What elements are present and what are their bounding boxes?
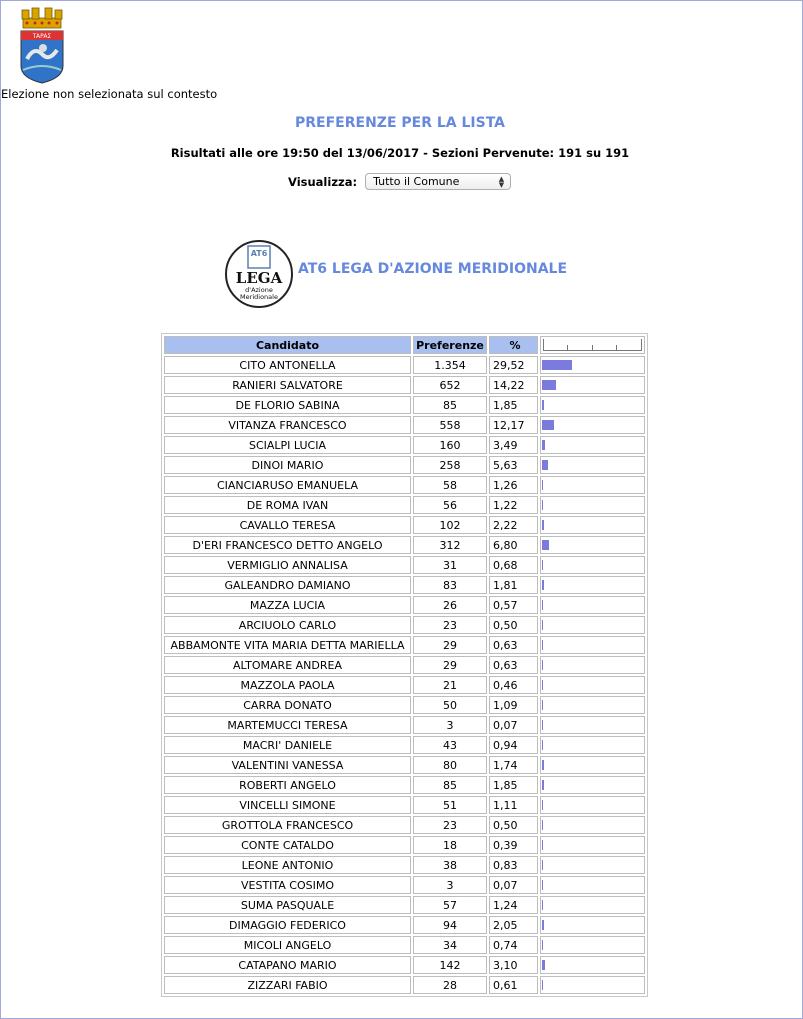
preference-percent: 0,39	[489, 836, 538, 854]
preference-count: 258	[413, 456, 487, 474]
preference-count: 80	[413, 756, 487, 774]
table-row	[164, 476, 645, 494]
percent-bar-cell	[540, 656, 645, 674]
table-row	[164, 536, 645, 554]
percent-bar	[542, 560, 543, 570]
header-scale	[540, 336, 645, 354]
percent-bar-cell	[540, 436, 645, 454]
svg-text:TAPAΣ: TAPAΣ	[32, 33, 52, 40]
preference-count: 85	[413, 396, 487, 414]
percent-bar-cell	[540, 956, 645, 974]
candidate-name: CITO ANTONELLA	[164, 356, 411, 374]
percent-bar-cell	[540, 856, 645, 874]
preference-count: 43	[413, 736, 487, 754]
table-row	[164, 716, 645, 734]
table-row	[164, 936, 645, 954]
table-row	[164, 976, 645, 994]
candidate-name: ROBERTI ANGELO	[164, 776, 411, 794]
table-row	[164, 696, 645, 714]
percent-bar	[542, 760, 544, 770]
preference-percent: 1,11	[489, 796, 538, 814]
percent-bar	[542, 900, 543, 910]
preference-percent: 6,80	[489, 536, 538, 554]
percent-bar	[542, 920, 544, 930]
percent-bar-cell	[540, 896, 645, 914]
percent-bar-cell	[540, 396, 645, 414]
percent-bar-cell	[540, 776, 645, 794]
table-row	[164, 736, 645, 754]
candidate-name: VERMIGLIO ANNALISA	[164, 556, 411, 574]
table-row	[164, 856, 645, 874]
candidate-name: MAZZOLA PAOLA	[164, 676, 411, 694]
candidate-name: SUMA PASQUALE	[164, 896, 411, 914]
percent-bar	[542, 460, 548, 470]
percent-bar	[542, 360, 572, 370]
preference-percent: 1,26	[489, 476, 538, 494]
table-row	[164, 556, 645, 574]
preference-count: 58	[413, 476, 487, 494]
percent-bar	[542, 620, 543, 630]
logo-main-text: LEGA	[235, 269, 283, 287]
preference-count: 3	[413, 716, 487, 734]
candidate-name: VITANZA FRANCESCO	[164, 416, 411, 434]
preference-percent: 1,74	[489, 756, 538, 774]
preference-percent: 0,94	[489, 736, 538, 754]
candidate-name: DIMAGGIO FEDERICO	[164, 916, 411, 934]
candidate-name: LEONE ANTONIO	[164, 856, 411, 874]
percent-bar	[542, 660, 543, 670]
candidate-name: DE FLORIO SABINA	[164, 396, 411, 414]
candidate-name: DE ROMA IVAN	[164, 496, 411, 514]
preference-count: 56	[413, 496, 487, 514]
preference-percent: 0,50	[489, 616, 538, 634]
table-row	[164, 456, 645, 474]
logo-letters: AT6	[250, 249, 268, 258]
header-preferences: Preferenze	[413, 336, 487, 354]
view-selector-row	[288, 173, 511, 190]
table-row	[164, 876, 645, 894]
percent-bar-cell	[540, 516, 645, 534]
table-row	[164, 516, 645, 534]
percent-bar-cell	[540, 836, 645, 854]
candidate-name: CAVALLO TERESA	[164, 516, 411, 534]
percent-bar	[542, 800, 543, 810]
percent-bar-cell	[540, 416, 645, 434]
candidate-name: MARTEMUCCI TERESA	[164, 716, 411, 734]
percent-bar-cell	[540, 376, 645, 394]
table-row	[164, 616, 645, 634]
candidate-name: CATAPANO MARIO	[164, 956, 411, 974]
preference-count: 29	[413, 636, 487, 654]
preference-percent: 29,52	[489, 356, 538, 374]
percent-bar-cell	[540, 716, 645, 734]
percent-bar-cell	[540, 936, 645, 954]
preference-percent: 0,63	[489, 656, 538, 674]
preference-count: 29	[413, 656, 487, 674]
preference-count: 160	[413, 436, 487, 454]
party-logo-icon	[224, 239, 294, 309]
preference-count: 23	[413, 616, 487, 634]
candidate-name: ARCIUOLO CARLO	[164, 616, 411, 634]
candidate-name: CONTE CATALDO	[164, 836, 411, 854]
preference-percent: 0,61	[489, 976, 538, 994]
view-label: Visualizza:	[288, 174, 358, 189]
percent-bar	[542, 540, 549, 550]
preference-percent: 0,07	[489, 716, 538, 734]
scale-axis-icon	[543, 339, 642, 351]
table-row	[164, 796, 645, 814]
preference-count: 312	[413, 536, 487, 554]
city-crest-icon	[19, 4, 65, 84]
preference-percent: 0,46	[489, 676, 538, 694]
preference-count: 28	[413, 976, 487, 994]
percent-bar-cell	[540, 636, 645, 654]
percent-bar	[542, 820, 543, 830]
percent-bar-cell	[540, 476, 645, 494]
preference-count: 652	[413, 376, 487, 394]
party-name: AT6 LEGA D'AZIONE MERIDIONALE	[298, 261, 568, 277]
preference-percent: 1,85	[489, 776, 538, 794]
candidate-name: GROTTOLA FRANCESCO	[164, 816, 411, 834]
preference-percent: 0,50	[489, 816, 538, 834]
percent-bar	[542, 400, 544, 410]
candidate-name: MAZZA LUCIA	[164, 596, 411, 614]
percent-bar-cell	[540, 556, 645, 574]
percent-bar	[542, 440, 545, 450]
table-row	[164, 416, 645, 434]
table-row	[164, 776, 645, 794]
page-title: PREFERENZE PER LA LISTA	[295, 115, 505, 131]
table-row	[164, 356, 645, 374]
percent-bar	[542, 640, 543, 650]
preference-count: 85	[413, 776, 487, 794]
logo-sub-text-2: Meridionale	[240, 293, 278, 301]
candidate-name: CARRA DONATO	[164, 696, 411, 714]
percent-bar	[542, 700, 543, 710]
preference-percent: 0,83	[489, 856, 538, 874]
table-row	[164, 636, 645, 654]
percent-bar-cell	[540, 916, 645, 934]
percent-bar-cell	[540, 676, 645, 694]
percent-bar-cell	[540, 356, 645, 374]
percent-bar-cell	[540, 596, 645, 614]
preference-percent: 1,22	[489, 496, 538, 514]
percent-bar	[542, 960, 545, 970]
preference-count: 38	[413, 856, 487, 874]
percent-bar	[542, 880, 543, 890]
percent-bar	[542, 380, 556, 390]
candidate-name: VESTITA COSIMO	[164, 876, 411, 894]
percent-bar-cell	[540, 616, 645, 634]
percent-bar	[542, 480, 543, 490]
candidate-name: MICOLI ANGELO	[164, 936, 411, 954]
preference-count: 1.354	[413, 356, 487, 374]
preference-count: 50	[413, 696, 487, 714]
percent-bar	[542, 780, 544, 790]
context-notice: Elezione non selezionata sul contesto	[1, 87, 218, 101]
percent-bar	[542, 720, 543, 730]
preference-percent: 2,22	[489, 516, 538, 534]
table-row	[164, 436, 645, 454]
table-row	[164, 916, 645, 934]
preference-percent: 2,05	[489, 916, 538, 934]
table-row	[164, 816, 645, 834]
header-percent: %	[489, 336, 538, 354]
view-select-value: Tutto il Comune	[373, 175, 460, 188]
preference-count: 51	[413, 796, 487, 814]
preference-percent: 1,09	[489, 696, 538, 714]
preferences-table	[161, 333, 648, 997]
percent-bar-cell	[540, 576, 645, 594]
table-row	[164, 676, 645, 694]
preference-percent: 5,63	[489, 456, 538, 474]
percent-bar-cell	[540, 756, 645, 774]
percent-bar	[542, 600, 543, 610]
candidate-name: GALEANDRO DAMIANO	[164, 576, 411, 594]
percent-bar-cell	[540, 976, 645, 994]
candidate-name: ALTOMARE ANDREA	[164, 656, 411, 674]
candidate-name: DINOI MARIO	[164, 456, 411, 474]
percent-bar-cell	[540, 876, 645, 894]
table-row	[164, 496, 645, 514]
preference-percent: 0,07	[489, 876, 538, 894]
table-row	[164, 656, 645, 674]
percent-bar	[542, 980, 543, 990]
preference-percent: 3,10	[489, 956, 538, 974]
candidate-name: ZIZZARI FABIO	[164, 976, 411, 994]
header-candidate: Candidato	[164, 336, 411, 354]
candidate-name: VINCELLI SIMONE	[164, 796, 411, 814]
percent-bar	[542, 580, 544, 590]
select-arrows-icon: ▲ ▼	[498, 175, 505, 189]
candidate-name: D'ERI FRANCESCO DETTO ANGELO	[164, 536, 411, 554]
preference-percent: 1,24	[489, 896, 538, 914]
preference-count: 94	[413, 916, 487, 934]
table-row	[164, 596, 645, 614]
percent-bar	[542, 860, 543, 870]
preference-count: 83	[413, 576, 487, 594]
preference-percent: 14,22	[489, 376, 538, 394]
logo-sub-text-1: d'Azione	[245, 286, 273, 294]
percent-bar	[542, 500, 543, 510]
preference-count: 23	[413, 816, 487, 834]
percent-bar	[542, 420, 554, 430]
percent-bar	[542, 840, 543, 850]
preference-percent: 0,68	[489, 556, 538, 574]
percent-bar-cell	[540, 496, 645, 514]
view-select[interactable]	[365, 173, 511, 190]
percent-bar	[542, 740, 543, 750]
percent-bar-cell	[540, 536, 645, 554]
percent-bar	[542, 940, 543, 950]
preference-count: 142	[413, 956, 487, 974]
preference-percent: 0,57	[489, 596, 538, 614]
percent-bar-cell	[540, 796, 645, 814]
percent-bar-cell	[540, 736, 645, 754]
preference-count: 3	[413, 876, 487, 894]
candidate-name: MACRI' DANIELE	[164, 736, 411, 754]
candidate-name: CIANCIARUSO EMANUELA	[164, 476, 411, 494]
preference-count: 26	[413, 596, 487, 614]
percent-bar-cell	[540, 816, 645, 834]
table-row	[164, 956, 645, 974]
table-row	[164, 756, 645, 774]
candidate-name: SCIALPI LUCIA	[164, 436, 411, 454]
preference-percent: 1,85	[489, 396, 538, 414]
percent-bar	[542, 520, 544, 530]
preference-count: 18	[413, 836, 487, 854]
table-row	[164, 896, 645, 914]
results-status: Risultati alle ore 19:50 del 13/06/2017 - Sezioni Pervenute: 191 su 191	[170, 146, 630, 160]
preference-percent: 0,74	[489, 936, 538, 954]
preference-count: 34	[413, 936, 487, 954]
table-row	[164, 376, 645, 394]
percent-bar	[542, 680, 543, 690]
preference-count: 102	[413, 516, 487, 534]
preference-count: 31	[413, 556, 487, 574]
preference-percent: 1,81	[489, 576, 538, 594]
preference-percent: 12,17	[489, 416, 538, 434]
percent-bar-cell	[540, 456, 645, 474]
candidate-name: RANIERI SALVATORE	[164, 376, 411, 394]
preference-count: 21	[413, 676, 487, 694]
table-row	[164, 576, 645, 594]
table-row	[164, 396, 645, 414]
candidate-name: VALENTINI VANESSA	[164, 756, 411, 774]
candidate-name: ABBAMONTE VITA MARIA DETTA MARIELLA	[164, 636, 411, 654]
preference-count: 558	[413, 416, 487, 434]
preference-percent: 3,49	[489, 436, 538, 454]
table-row	[164, 836, 645, 854]
table-header-row	[164, 336, 645, 354]
percent-bar-cell	[540, 696, 645, 714]
preference-percent: 0,63	[489, 636, 538, 654]
preference-count: 57	[413, 896, 487, 914]
